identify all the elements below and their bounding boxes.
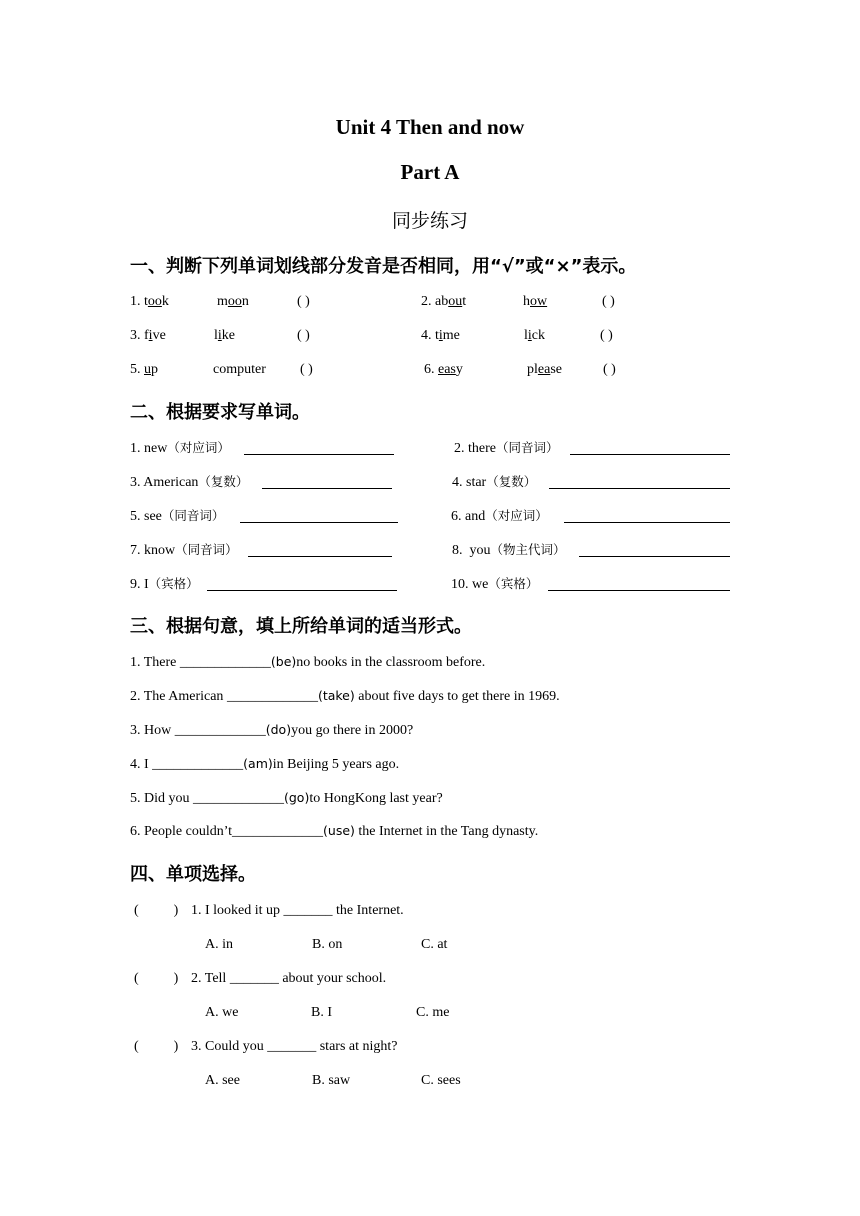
section-3-heading: 三、根据句意，填上所给单词的适当形式。 [130,616,472,637]
s4-q2-option-a[interactable]: A. we [205,1005,239,1020]
s1-item-2: 2. about [421,294,467,309]
s3-item-4: 4. I _____________(am)in Beijing 5 years ago. [130,756,400,772]
s4-answer-paren-2[interactable]: ( ) [134,971,179,986]
page-title: Unit 4 Then and now [335,115,525,139]
s1-item-4-word2: lick [524,328,545,343]
s1-answer-paren-4[interactable]: ( ) [600,328,613,343]
s1-item-1-word2: moon [217,294,249,309]
s1-item-1: 1. took [130,294,169,309]
s4-q1-option-c[interactable]: C. at [421,937,448,952]
s2-blank-10[interactable] [548,576,730,591]
s3-blank-6[interactable]: _____________ [232,824,324,839]
s1-item-6-word2: please [527,362,562,377]
s3-blank-5[interactable]: _____________ [193,791,284,806]
s4-q3-option-b[interactable]: B. saw [312,1073,351,1088]
s1-answer-paren-1[interactable]: ( ) [297,294,310,309]
s4-q1-option-a[interactable]: A. in [205,937,233,952]
s1-answer-paren-6[interactable]: ( ) [603,362,616,377]
s3-item-6: 6. People couldn’t_____________(use) the Internet in the Tang dynasty. [130,823,539,839]
s3-item-5: 5. Did you _____________(go)to HongKong last year? [130,790,443,806]
s2-item-4: 4. star（复数） [452,474,537,490]
s3-blank-4[interactable]: _____________ [152,757,244,772]
s4-q2-option-b[interactable]: B. I [311,1005,332,1020]
s4-q3-option-c[interactable]: C. sees [421,1073,461,1088]
s2-item-1: 1. new（对应词） [130,440,230,456]
s2-blank-7[interactable] [248,542,392,557]
s3-item-1: 1. There _____________(be)no books in the classroom before. [130,654,486,670]
s1-answer-paren-5[interactable]: ( ) [300,362,313,377]
s1-item-2-word2: how [523,294,548,309]
s2-item-10: 10. we（宾格） [451,576,539,592]
s2-item-6: 6. and（对应词） [451,508,548,524]
s2-blank-1[interactable] [244,440,394,455]
s1-item-5: 5. up [130,362,158,377]
s4-q1-option-b[interactable]: B. on [312,937,343,952]
s1-item-4: 4. time [421,328,460,343]
s3-item-3: 3. How _____________(do)you go there in 2000? [130,722,414,738]
s2-item-5: 5. see（同音词） [130,508,225,524]
s4-question-2: 2. Tell _______ about your school. [191,971,387,986]
s1-answer-paren-2[interactable]: ( ) [602,294,615,309]
page-subtitle: 同步练习 [391,210,468,232]
s2-blank-6[interactable] [564,508,730,523]
s2-item-8: 8. you（物主代词） [452,542,566,558]
s4-question-1: 1. I looked it up _______ the Internet. [191,903,404,918]
s3-blank-2[interactable]: _____________ [226,689,318,704]
s1-item-5-word2: computer [213,362,266,377]
section-1-heading: 一、判断下列单词划线部分发音是否相同，用“√”或“×”表示。 [130,256,637,277]
s2-blank-2[interactable] [570,440,730,455]
section-2-heading: 二、根据要求写单词。 [130,402,310,423]
s2-item-9: 9. I（宾格） [130,576,199,592]
s3-item-2: 2. The American _____________(take) about five days to get there in 1969. [130,688,560,704]
s2-blank-4[interactable] [549,474,730,489]
s4-q2-option-c[interactable]: C. me [416,1005,450,1020]
s1-item-3: 3. five [130,328,166,343]
s1-item-6: 6. easy [424,362,463,377]
s4-q3-option-a[interactable]: A. see [205,1073,240,1088]
s2-item-2: 2. there（同音词） [454,440,559,456]
s2-blank-5[interactable] [240,508,398,523]
s2-blank-3[interactable] [262,474,392,489]
part-title: Part A [400,160,460,184]
s2-blank-9[interactable] [207,576,397,591]
section-4-heading: 四、单项选择。 [130,864,256,885]
s3-blank-3[interactable]: _____________ [174,723,266,738]
s2-item-3: 3. American（复数） [130,474,249,490]
s4-answer-paren-3[interactable]: ( ) [134,1039,179,1054]
s2-blank-8[interactable] [579,542,730,557]
s2-item-7: 7. know（同音词） [130,542,238,558]
s4-answer-paren-1[interactable]: ( ) [134,903,179,918]
s3-blank-1[interactable]: _____________ [179,655,271,670]
s1-item-3-word2: like [214,328,235,343]
s1-answer-paren-3[interactable]: ( ) [297,328,310,343]
s4-question-3: 3. Could you _______ stars at night? [191,1039,398,1054]
